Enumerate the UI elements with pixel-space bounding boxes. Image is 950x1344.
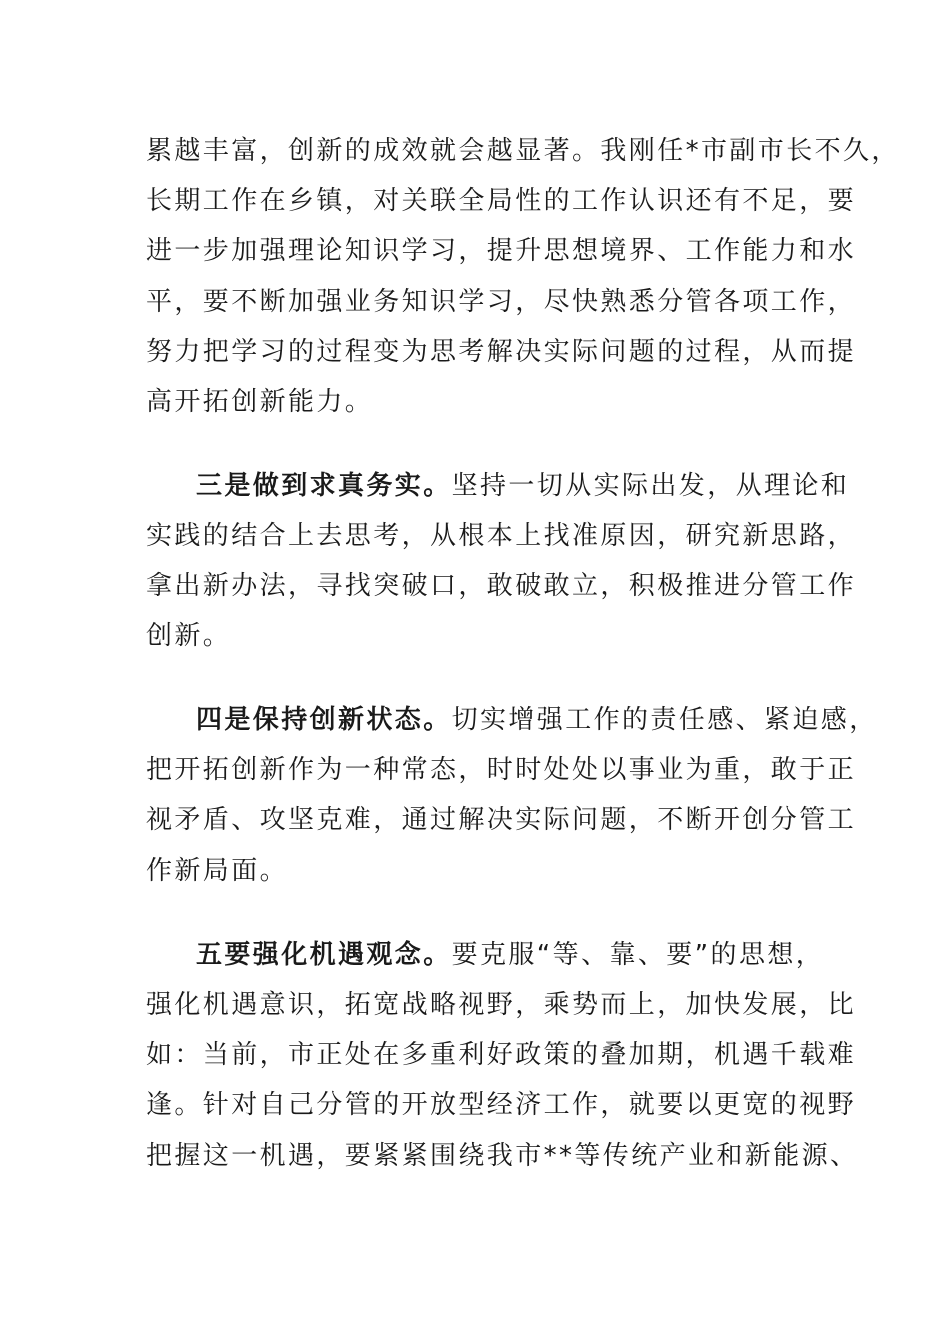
paragraph-2-first-line-text: 坚持一切从实际出发，从理论和 bbox=[451, 471, 850, 501]
paragraph-3-line-1 bbox=[196, 702, 878, 738]
paragraph-1-line-4: 平，要不断加强业务知识学习，尽快熟悉分管各项工作， bbox=[146, 287, 857, 317]
paragraph-1-line-1: 累越丰富，创新的成效就会越显著。我刚任*市副市长不久， bbox=[146, 136, 900, 166]
paragraph-3-line-4: 作新局面。 bbox=[146, 856, 289, 886]
paragraph-1-line-3: 进一步加强理论知识学习，提升思想境界、工作能力和水 bbox=[146, 236, 857, 266]
paragraph-4-heading: 五要强化机遇观念。 bbox=[196, 940, 452, 970]
paragraph-3-line-3: 视矛盾、攻坚克难，通过解决实际问题，不断开创分管工 bbox=[146, 805, 857, 835]
paragraph-4-line-5: 把握这一机遇，要紧紧围绕我市**等传统产业和新能源、 bbox=[146, 1141, 859, 1171]
paragraph-4-line-2: 强化机遇意识，拓宽战略视野，乘势而上，加快发展，比 bbox=[146, 990, 857, 1020]
paragraph-4-first-line-text: 要克服“等、靠、要”的思想， bbox=[451, 940, 825, 970]
paragraph-2-heading: 三是做到求真务实。 bbox=[196, 471, 452, 501]
paragraph-2-line-1 bbox=[196, 468, 849, 504]
paragraph-3-heading: 四是保持创新状态。 bbox=[196, 705, 452, 735]
paragraph-2-line-4: 创新。 bbox=[146, 621, 232, 651]
paragraph-3-line-2: 把开拓创新作为一种常态，时时处处以事业为重，敢于正 bbox=[146, 755, 857, 785]
paragraph-4-line-4: 逢。针对自己分管的开放型经济工作，就要以更宽的视野 bbox=[146, 1090, 857, 1120]
paragraph-1-line-2: 长期工作在乡镇，对关联全局性的工作认识还有不足，要 bbox=[146, 186, 857, 216]
paragraph-4-line-1 bbox=[196, 937, 824, 973]
paragraph-3-first-line-text: 切实增强工作的责任感、紧迫感， bbox=[451, 705, 878, 735]
paragraph-2-line-3: 拿出新办法，寻找突破口，敢破敢立，积极推进分管工作 bbox=[146, 571, 857, 601]
paragraph-2-line-2: 实践的结合上去思考，从根本上找准原因，研究新思路， bbox=[146, 521, 857, 551]
paragraph-1-line-5: 努力把学习的过程变为思考解决实际问题的过程，从而提 bbox=[146, 337, 857, 367]
paragraph-4-line-3: 如：当前，市正处在多重利好政策的叠加期，机遇千载难 bbox=[146, 1040, 857, 1070]
paragraph-1-line-6: 高开拓创新能力。 bbox=[146, 387, 374, 417]
